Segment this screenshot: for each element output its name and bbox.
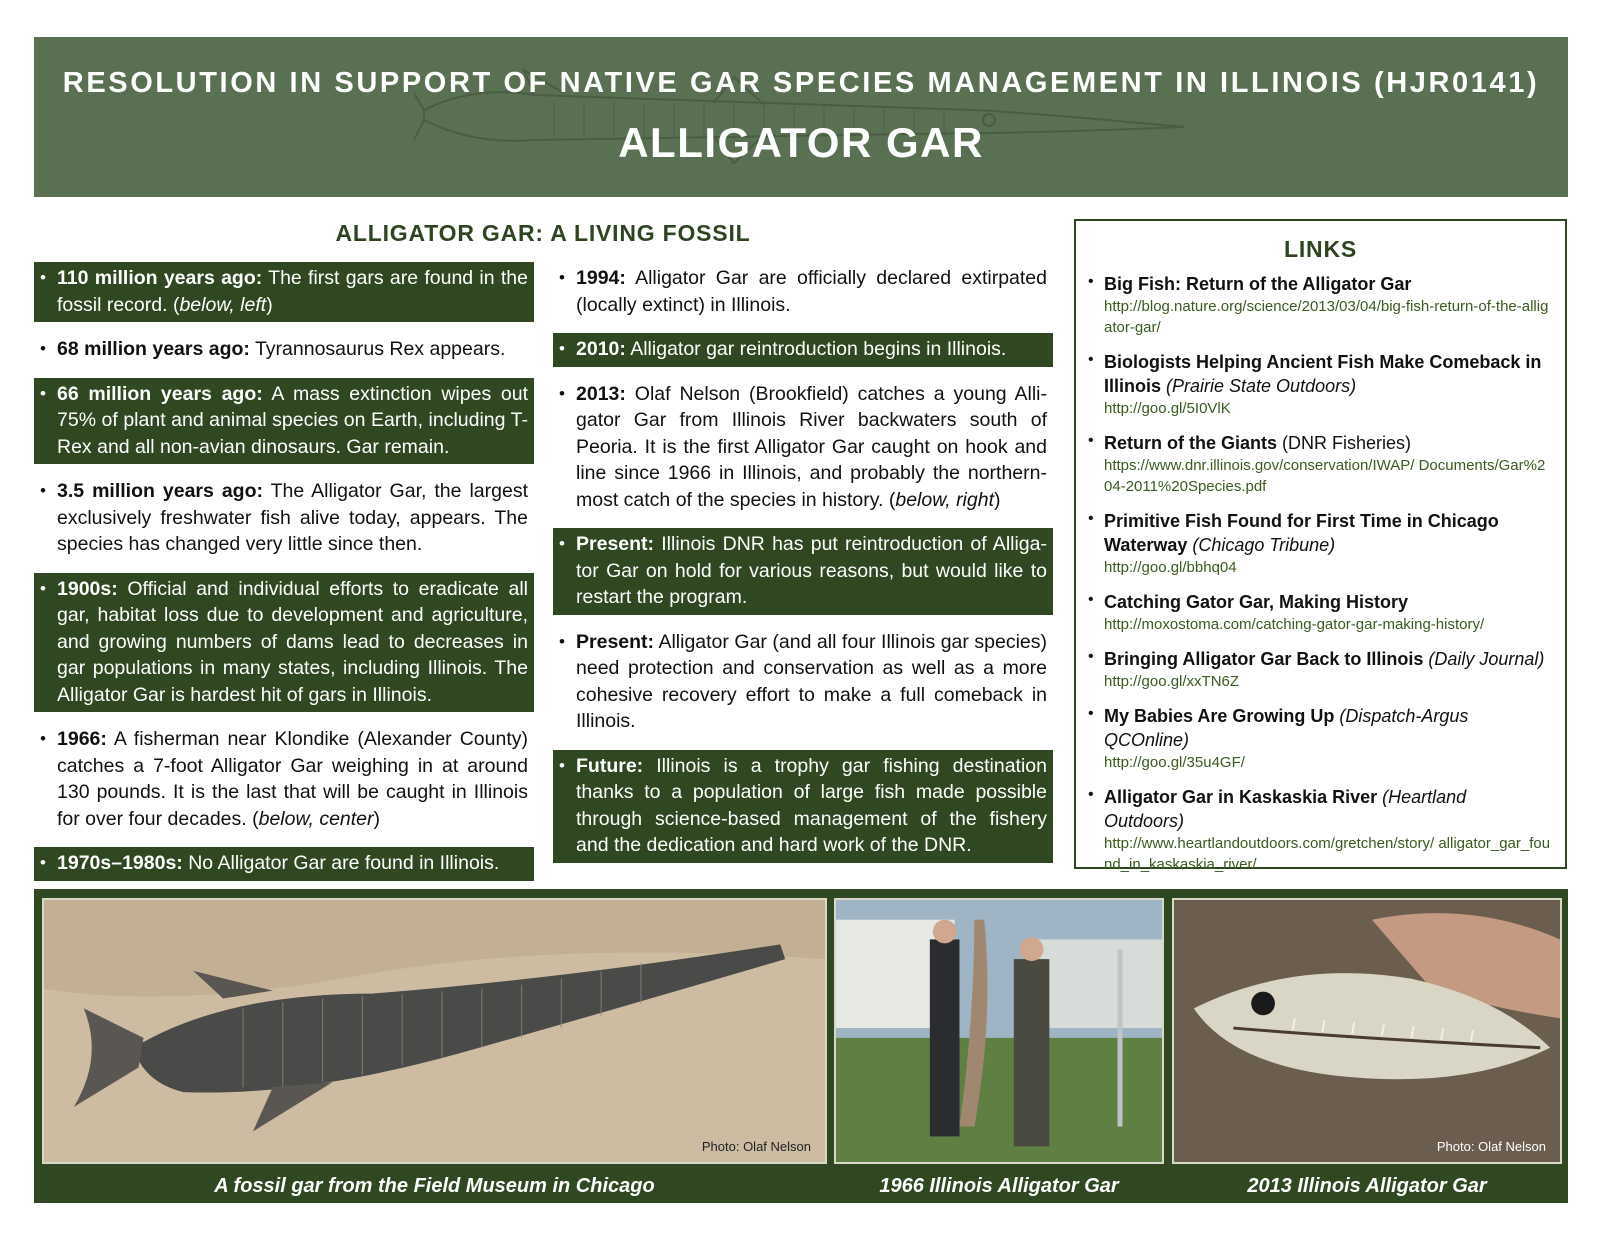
link-title: Bringing Alligator Gar Back to Illinois bbox=[1104, 649, 1424, 669]
timeline-text: A mass extinction wipes out 75% of plant and animal species on Earth, including T-Rex and all non-avian dinosaurs. Gar remain. bbox=[57, 382, 529, 458]
photo-caption: 2013 Illinois Alligator Gar bbox=[1247, 1175, 1487, 1197]
timeline-item bbox=[553, 378, 1053, 518]
link-item bbox=[1104, 785, 1551, 875]
link-url[interactable]: http://blog.nature.org/science/2013/03/04/big-fish-return-of-the-alligator-gar/ bbox=[1104, 298, 1549, 336]
timeline-text: The first gars are found in the fossil record. ( bbox=[57, 267, 528, 316]
gar-head-illustration bbox=[1174, 900, 1560, 1162]
timeline-text: No Alligator Gar are found in Illinois. bbox=[182, 852, 500, 874]
link-item bbox=[1104, 431, 1551, 497]
timeline-after: ) bbox=[266, 293, 273, 316]
link-item bbox=[1104, 590, 1551, 635]
timeline-item bbox=[553, 626, 1053, 739]
timeline-item bbox=[34, 723, 534, 836]
link-title: Big Fish: Return of the Alligator Gar bbox=[1104, 274, 1412, 294]
links-panel bbox=[1074, 219, 1567, 873]
link-title: Return of the Giants bbox=[1104, 433, 1278, 453]
timeline-text: Alligator Gar are officially declared extirpated (locally extinct) in Illinois. bbox=[576, 267, 1047, 316]
page-title: ALLIGATOR GAR bbox=[618, 119, 984, 166]
link-item bbox=[1104, 647, 1551, 692]
link-url[interactable]: http://moxostoma.com/catching-gator-gar-making-history/ bbox=[1104, 616, 1485, 633]
timeline-date: Future: bbox=[576, 754, 644, 777]
link-title: Catching Gator Gar, Making History bbox=[1104, 592, 1409, 612]
link-item bbox=[1104, 272, 1551, 338]
link-source: (DNR Fisheries) bbox=[1277, 433, 1412, 453]
timeline-date: 110 million years ago: bbox=[57, 267, 263, 289]
timeline-item bbox=[34, 573, 534, 713]
timeline-left-column bbox=[34, 262, 534, 892]
timeline-item bbox=[553, 333, 1053, 367]
timeline-text: Alligator gar reintroduction begins in Illinois. bbox=[625, 338, 1007, 360]
fossil-illustration bbox=[44, 900, 825, 1162]
timeline-item bbox=[553, 262, 1053, 322]
link-url[interactable]: http://goo.gl/xxTN6Z bbox=[1104, 673, 1240, 690]
timeline-date: 2013: bbox=[576, 382, 626, 405]
timeline-after: ) bbox=[373, 807, 381, 830]
timeline-item bbox=[34, 262, 534, 322]
timeline-date: Present: bbox=[576, 533, 655, 555]
timeline-middle-column bbox=[553, 262, 1053, 874]
link-url[interactable]: http://goo.gl/bbhq04 bbox=[1104, 559, 1237, 576]
link-item bbox=[1104, 509, 1551, 578]
timeline-date: 3.5 million years ago: bbox=[57, 480, 263, 502]
link-url[interactable]: http://www.heartlandoutdoors.com/gretchen/story/ alligator_gar_found_in_kaskaskia_river/ bbox=[1104, 835, 1551, 873]
timeline-text: Olaf Nelson (Brookfield) catches a young Alligator Gar from Illinois River backwaters south of Peoria. It is the first Alligator Gar caught on hook and line since 1966 in Illinois, and probably the northernmost catch of the species in history. ( bbox=[576, 382, 1047, 511]
link-url[interactable]: http://goo.gl/35u4GF/ bbox=[1104, 754, 1245, 771]
timeline-text: Official and individual efforts to eradicate all gar, habitat loss due to development and agriculture, and growing numbers of dams lead to decreases in gar populations in many states, including Illinois. The Alligator Gar is hardest hit of gars in Illinois. bbox=[57, 577, 528, 706]
link-item bbox=[1104, 704, 1551, 773]
links-list bbox=[1076, 263, 1565, 875]
2013-gar-photo bbox=[1172, 898, 1562, 1164]
link-item bbox=[1104, 350, 1551, 419]
photo-strip bbox=[34, 889, 1568, 1203]
timeline-date: Present: bbox=[576, 630, 655, 653]
timeline-date: 1970s–1980s: bbox=[57, 852, 183, 874]
link-title: Biologists Helping Ancient Fish Make Comeback in Illinois bbox=[1104, 352, 1542, 396]
timeline-date: 66 million years ago: bbox=[57, 382, 263, 405]
timeline-text: Alligator Gar (and all four Illinois gar species) need protection and conservation as well as a more cohesive recovery effort to make a full comeback in Illinois. bbox=[576, 630, 1047, 732]
timeline-date: 2010: bbox=[576, 338, 626, 360]
photo-caption: A fossil gar from the Field Museum in Chicago bbox=[214, 1175, 655, 1197]
header-banner bbox=[34, 37, 1568, 197]
timeline-after: ) bbox=[994, 488, 1001, 511]
timeline-date: 1966: bbox=[57, 728, 107, 750]
timeline-note: below, left bbox=[179, 293, 267, 316]
timeline-text: Tyrannosaurus Rex appears. bbox=[249, 338, 506, 360]
timeline-item bbox=[34, 847, 534, 881]
link-title: My Babies Are Growing Up bbox=[1104, 706, 1335, 726]
timeline-date: 68 million years ago: bbox=[57, 338, 250, 360]
timeline-item bbox=[553, 750, 1053, 863]
timeline-text: Illinois DNR has put reintroduction of Alligator Gar on hold for various reasons, but would like to restart the program. bbox=[576, 533, 1047, 608]
timeline-date: 1900s: bbox=[57, 577, 118, 600]
timeline-item bbox=[34, 475, 534, 562]
fishermen-illustration bbox=[836, 900, 1162, 1162]
photo-caption: 1966 Illinois Alligator Gar bbox=[879, 1175, 1119, 1197]
photo-credit: Photo: Olaf Nelson bbox=[1436, 1139, 1546, 1154]
fossil-gar-photo bbox=[42, 898, 827, 1164]
timeline-text: The Alligator Gar, the largest exclusively freshwater fish alive today, appears. The species has changed very little since then. bbox=[57, 480, 528, 555]
link-url[interactable]: http://goo.gl/5I0VlK bbox=[1104, 400, 1231, 417]
link-source: (Daily Journal) bbox=[1423, 649, 1545, 669]
section-title: ALLIGATOR GAR: A LIVING FOSSIL bbox=[335, 220, 751, 246]
resolution-subtitle: RESOLUTION IN SUPPORT OF NATIVE GAR SPECIES MANAGEMENT IN ILLINOIS (HJR0141) bbox=[62, 67, 1540, 99]
link-source: (Dispatch-Argus QCOnline) bbox=[1104, 706, 1469, 750]
timeline-item bbox=[34, 378, 534, 465]
links-title: LINKS bbox=[1284, 236, 1357, 262]
photo-credit: Photo: Olaf Nelson bbox=[701, 1139, 811, 1154]
link-source: (Heartland Outdoors) bbox=[1104, 787, 1467, 831]
timeline-date: 1994: bbox=[576, 267, 626, 289]
timeline-item bbox=[34, 333, 534, 367]
timeline-text: A fisherman near Klondike (Alexander County) catches a 7-foot Alligator Gar weighing in at around 130 pounds. It is the last that will be caught in Illinois for over four decades. ( bbox=[57, 728, 528, 830]
timeline-item bbox=[553, 528, 1053, 615]
timeline-text: Illinois is a trophy gar fishing destination thanks to a population of large fish made possible through science-based management of the fishery and the dedication and hard work of the DNR. bbox=[576, 754, 1047, 856]
link-title: Alligator Gar in Kaskaskia River bbox=[1104, 787, 1378, 807]
1966-gar-photo bbox=[834, 898, 1164, 1164]
link-title: Primitive Fish Found for First Time in Chicago Waterway bbox=[1104, 511, 1499, 555]
link-source: (Chicago Tribune) bbox=[1187, 535, 1336, 555]
timeline-note: below, center bbox=[258, 807, 374, 830]
timeline-note: below, right bbox=[895, 488, 995, 511]
link-url[interactable]: https://www.dnr.illinois.gov/conservation/IWAP/ Documents/Gar%204-2011%20Species.pdf bbox=[1104, 457, 1546, 495]
link-source: (Prairie State Outdoors) bbox=[1161, 376, 1357, 396]
